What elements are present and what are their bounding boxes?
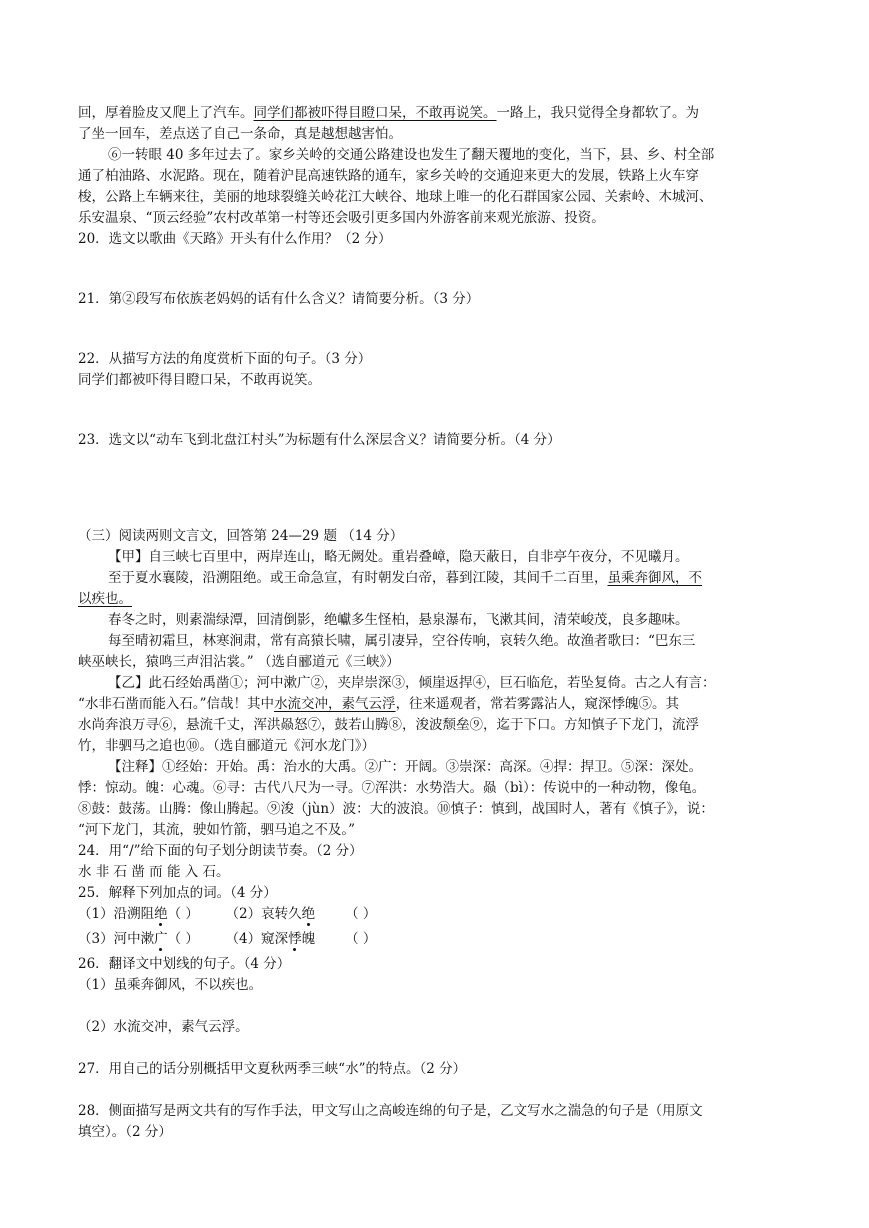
dotted-word: 绝 bbox=[154, 906, 168, 922]
story-line-6: 乐安温泉、“顶云经验”农村改革第一村等还会吸引更多国内外游客前来观光旅游、投资。 bbox=[78, 210, 605, 226]
question-20: 20．选文以歌曲《天路》开头有什么作用？（2 分） bbox=[78, 231, 392, 247]
story-line-1 bbox=[78, 103, 798, 123]
passage-jia-line-5: 每至晴初霜旦，林寒涧肃，常有高猿长啸，属引凄异，空谷传响，哀转久绝。故渔者歌曰：“巴东三 bbox=[108, 633, 696, 649]
story-text: 回，厚着脸皮又爬上了汽车。 bbox=[78, 105, 254, 121]
passage-yi-line-1: 【乙】此石经始禹凿①；河中漱广②，夹岸崇深③，倾崖返捍④，巨石临危，若坠复倚。古之人有言： bbox=[108, 675, 716, 691]
story-line-5: 梭，公路上车辆来往，美丽的地球裂缝关岭花江大峡谷、地球上唯一的化石群国家公园、关索岭、木城河、 bbox=[78, 189, 713, 205]
q25-item-2: （2）哀转久绝 （ ） bbox=[225, 906, 377, 922]
notes-line-2: 悸：惊动。魄：心魂。⑥寻：古代八尺为一寻。⑦浑洪：水势浩大。赑（bì）：传说中的一种动物，像龟。 bbox=[78, 780, 706, 796]
answer-blank: （ ） bbox=[167, 906, 199, 922]
section-3-heading: （三）阅读两则文言文，回答第 24—29 题 （14 分） bbox=[78, 528, 404, 544]
q25-item-4: （4）窥深悸魄 （ ） bbox=[225, 931, 377, 947]
question-22-sentence: 同学们都被吓得目瞪口呆，不敢再说笑。 bbox=[78, 372, 321, 388]
question-26-item-1: （1）虽乘奔御风，不以疾也。 bbox=[78, 977, 263, 993]
passage-jia-line-3 bbox=[78, 589, 798, 609]
passage-text: ，往来遥观者，常若雾露沾人，窥深悸魄⑤。其 bbox=[395, 696, 680, 712]
story-line-2: 了坐一回车，差点送了自己一条命，真是越想越害怕。 bbox=[78, 126, 402, 142]
question-23: 23．选文以“动车飞到北盘江村头”为标题有什么深层含义？请简要分析。（4 分） bbox=[78, 432, 561, 448]
passage-yi-line-3: 水尚奔浪万寻⑥，悬流千丈，浑洪赑怒⑦，鼓若山腾⑧，浚波颓垒⑨，迄于下口。方知慎子下龙门，流浮 bbox=[78, 717, 699, 733]
passage-jia-line-6: 峡巫峡长，猿鸣三声泪沾裳。” （选自郦道元《三峡》） bbox=[78, 654, 400, 670]
passage-text: “水非石凿而能入石。”信哉！其中 bbox=[78, 696, 275, 712]
underlined-sentence: 水流交冲，素气云浮 bbox=[274, 696, 396, 712]
passage-jia-line-4: 春冬之时，则素湍绿潭，回清倒影，绝巘多生怪柏，悬泉瀑布，飞漱其间，清荣峻茂，良多趣味。 bbox=[108, 612, 689, 628]
question-24: 24．用“/”给下面的句子划分朗读节奏。（2 分） bbox=[78, 843, 363, 859]
question-25-row-1 bbox=[78, 904, 798, 924]
underlined-sentence: 同学们都被吓得目瞪口呆，不敢再说笑。 bbox=[253, 105, 497, 121]
q25-item-3: （3）河中漱广（ ） bbox=[78, 931, 199, 947]
passage-yi-line-2 bbox=[78, 694, 798, 714]
passage-jia-line-2 bbox=[108, 568, 828, 588]
dotted-word: 广 bbox=[154, 931, 168, 947]
question-26-item-2: （2）水流交冲，素气云浮。 bbox=[78, 1019, 249, 1035]
question-28-line-1: 28．侧面描写是两文共有的写作手法，甲文写山之高峻连绵的句子是，乙文写水之湍急的句子是（用原文 bbox=[78, 1103, 703, 1119]
question-27: 27．用自己的话分别概括甲文夏秋两季三峡“水”的特点。（2 分） bbox=[78, 1061, 467, 1077]
underlined-sentence: 虽乘奔御风，不 bbox=[607, 570, 702, 586]
question-22: 22．从描写方法的角度赏析下面的句子。（3 分） bbox=[78, 351, 372, 367]
story-line-4: 通了柏油路、水泥路。现在，随着沪昆高速铁路的通车，家乡关岭的交通迎来更大的发展，铁路上火车穿 bbox=[78, 168, 699, 184]
notes-line-3: ⑧鼓：鼓荡。山腾：像山腾起。⑨浚（jùn）波：大的波浪。⑩慎子：慎到，战国时人，著有《慎子》，说： bbox=[78, 801, 714, 817]
dotted-word: 绝 bbox=[301, 906, 316, 922]
question-25-row-2 bbox=[78, 929, 798, 949]
question-25: 25．解释下列加点的词。（4 分） bbox=[78, 885, 277, 901]
underlined-sentence: 以疾也。 bbox=[78, 591, 132, 607]
story-paragraph-6: ⑥一转眼 40 多年过去了。家乡关岭的交通公路建设也发生了翻天覆地的变化，当下，县、乡、村全部 bbox=[108, 147, 715, 163]
question-24-sentence: 水 非 石 凿 而 能 入 石。 bbox=[78, 864, 230, 880]
answer-blank: （ ） bbox=[345, 906, 377, 922]
answer-blank: （ ） bbox=[345, 931, 377, 947]
notes-line-1: 【注释】①经始：开始。禹：治水的大禹。②广：开阔。③崇深：高深。④捍：捍卫。⑤深：深处。 bbox=[108, 759, 702, 775]
dotted-word: 悸 bbox=[288, 931, 302, 947]
passage-yi-line-4: 竹，非驷马之追也⑩。（选自郦道元《河水龙门》） bbox=[78, 738, 375, 754]
question-28-line-2: 填空）。（2 分） bbox=[78, 1124, 172, 1140]
passage-text: 至于夏水襄陵，沿溯阻绝。或王命急宣，有时朝发白帝，暮到江陵，其间千二百里， bbox=[108, 570, 608, 586]
question-21: 21．第②段写布依族老妈妈的话有什么含义？请简要分析。（3 分） bbox=[78, 291, 480, 307]
answer-blank: （ ） bbox=[167, 931, 199, 947]
passage-jia-line-1: 【甲】自三峡七百里中，两岸连山，略无阙处。重岩叠嶂，隐天蔽日，自非亭午夜分，不见曦月。 bbox=[108, 549, 689, 565]
story-text: 一路上，我只觉得全身都软了。为 bbox=[496, 105, 699, 121]
q25-item-1: （1）沿溯阻绝（ ） bbox=[78, 906, 199, 922]
notes-line-4: “河下龙门，其流，驶如竹箭，驷马追之不及。” bbox=[78, 822, 356, 838]
question-26: 26．翻译文中划线的句子。（4 分） bbox=[78, 956, 291, 972]
